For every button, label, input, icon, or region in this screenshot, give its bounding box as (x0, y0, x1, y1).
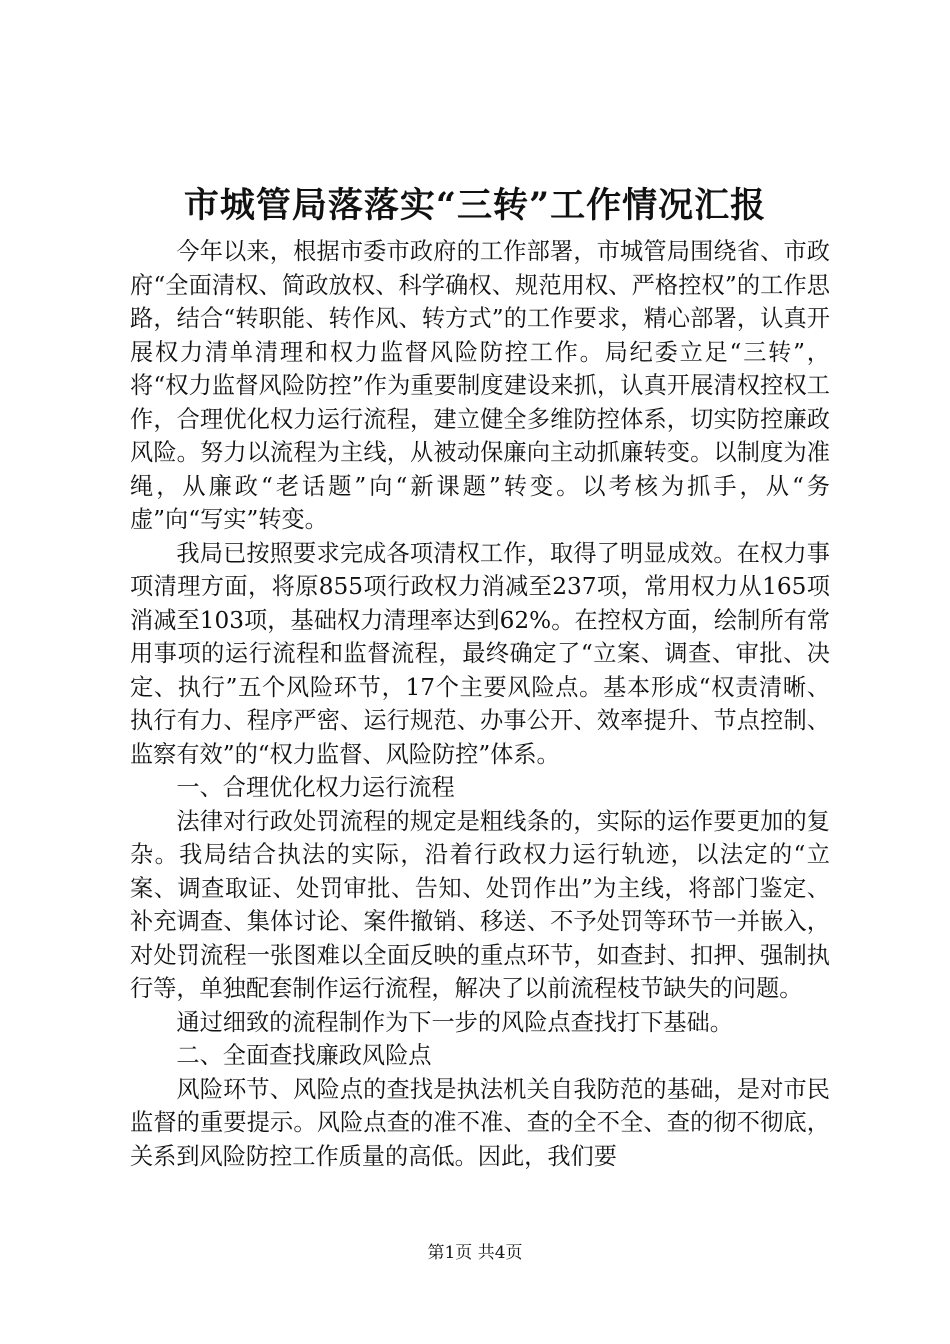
section-heading-1: 一、合理优化权力运行流程 (176, 774, 455, 801)
section-heading-2: 二、全面查找廉政风险点 (176, 1042, 432, 1069)
paragraph-process: 法律对行政处罚流程的规定是粗线条的，实际的运作要更加的复杂。我局结合执法的实际，沿着行政权力运行轨迹，以法定的“立案、调查取证、处罚审批、告知、处罚作出”为主线，将部门鉴定、补充调查、集体讨论、案件撤销、移送、不予处罚等环节一并嵌入，对处罚流程一张图难以全面反映的重点环节，如查封、扣押、强制执行等，单独配套制作运行流程，解决了以前流程枝节缺失的问题。 (130, 807, 830, 1002)
paragraph-results: 我局已按照要求完成各项清权工作，取得了明显成效。在权力事项清理方面，将原855项行政权力消减至237项，常用权力从165项消减至103项，基础权力清理率达到62%。在控权方面，绘制所有常用事项的运行流程和监督流程，最终确定了“立案、调查、审批、决定、执行”五个风险环节，17个主要风险点。基本形成“权责清晰、执行有力、程序严密、运行规范、办事公开、效率提升、节点控制、监察有效”的“权力监督、风险防控”体系。 (130, 539, 830, 768)
paragraph-foundation: 通过细致的流程制作为下一步的风险点查找打下基础。 (176, 1008, 733, 1036)
document-body (130, 235, 830, 1173)
paragraph-risk-points: 风险环节、风险点的查找是执法机关自我防范的基础，是对市民监督的重要提示。风险点查的准不准、查的全不全、查的彻不彻底，关系到风险防控工作质量的高低。因此，我们要 (130, 1075, 830, 1170)
paragraph-intro: 今年以来，根据市委市政府的工作部署，市城管局围绕省、市政府“全面清权、简政放权、科学确权、规范用权、严格控权”的工作思路，结合“转职能、转作风、转方式”的工作要求，精心部署，认真开展权力清单清理和权力监督风险防控工作。局纪委立足“三转”，将“权力监督风险防控”作为重要制度建设来抓，认真开展清权控权工作，合理优化权力运行流程，建立健全多维防控体系，切实防控廉政风险。努力以流程为主线，从被动保廉向主动抓廉转变。以制度为准绳，从廉政“老话题”向“新课题”转变。以考核为抓手，从“务虚”向“写实”转变。 (130, 238, 830, 533)
document-title: 市城管局落落实“三转”工作情况汇报 (183, 185, 767, 226)
page-footer: 第1页 共4页 (427, 1243, 523, 1263)
